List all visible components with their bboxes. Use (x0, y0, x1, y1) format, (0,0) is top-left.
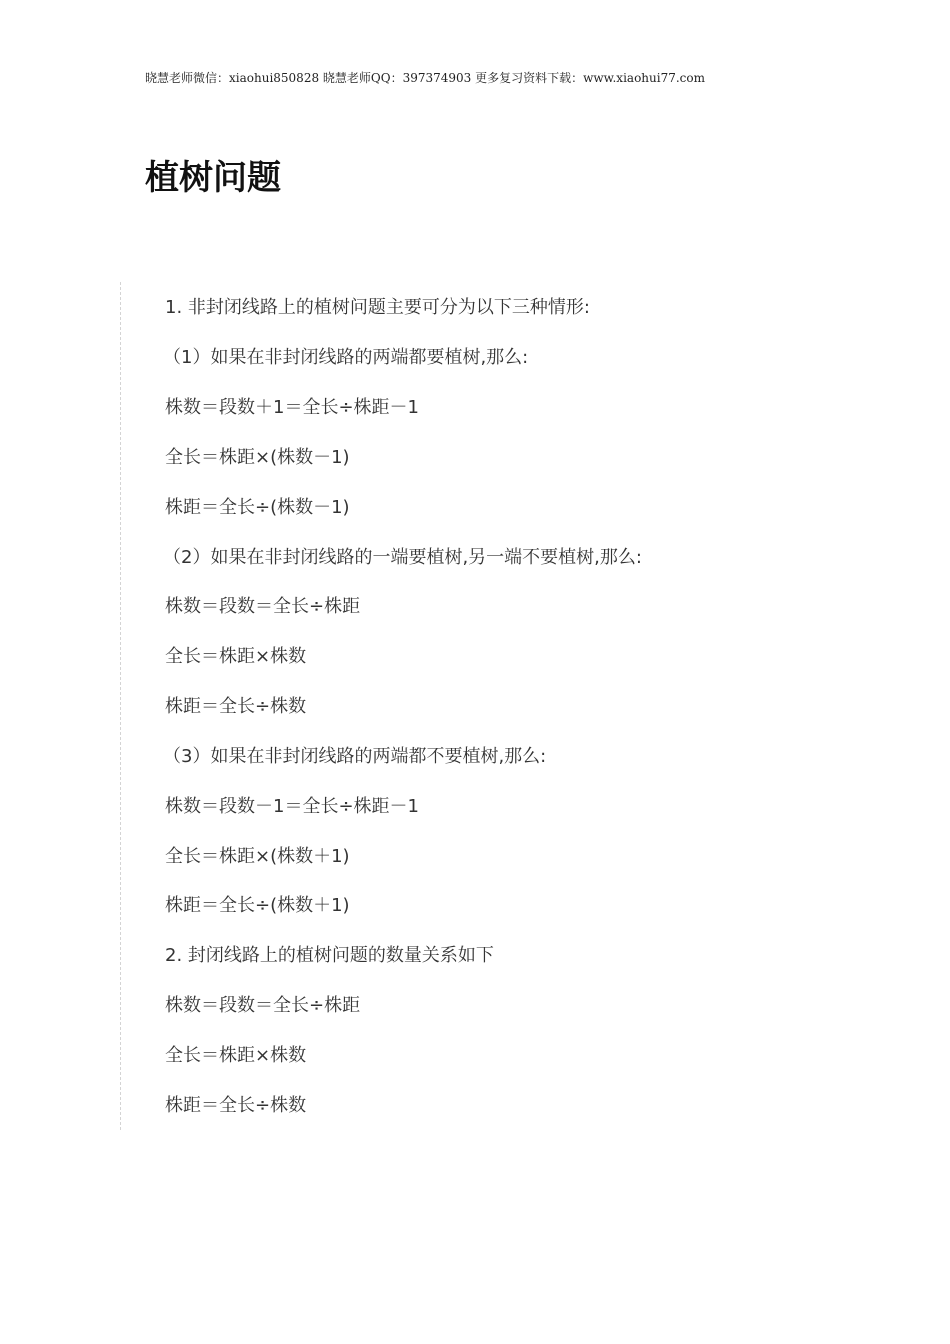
formula-line: 株距＝全长÷株数 (165, 696, 307, 717)
formula-line: 株数＝段数－1＝全长÷株距－1 (165, 796, 419, 817)
formula-line: 全长＝株距×(株数＋1) (165, 846, 350, 867)
formula-line: 全长＝株距×株数 (165, 1045, 307, 1066)
page-title: 植树问题 (145, 158, 281, 198)
formula-line: 株距＝全长÷株数 (165, 1095, 307, 1116)
formula-line: 全长＝株距×(株数－1) (165, 447, 350, 468)
formula-line: 株距＝全长÷(株数－1) (165, 497, 350, 518)
page-header-contact: 晓慧老师微信：xiaohui850828 晓慧老师QQ：397374903 更多复习资料下载：www.xiaohui77.com (145, 71, 705, 85)
case-2-heading: （2）如果在非封闭线路的一端要植树,另一端不要植树,那么: (163, 547, 642, 568)
content-block (120, 282, 821, 1130)
section-1-heading: 1. 非封闭线路上的植树问题主要可分为以下三种情形: (165, 297, 590, 318)
formula-line: 株数＝段数＝全长÷株距 (165, 995, 361, 1016)
case-1-heading: （1）如果在非封闭线路的两端都要植树,那么: (163, 347, 529, 368)
case-3-heading: （3）如果在非封闭线路的两端都不要植树,那么: (163, 746, 547, 767)
section-2-heading: 2. 封闭线路上的植树问题的数量关系如下 (165, 945, 494, 966)
formula-line: 株数＝段数＋1＝全长÷株距－1 (165, 397, 419, 418)
formula-line: 株距＝全长÷(株数＋1) (165, 895, 350, 916)
formula-line: 株数＝段数＝全长÷株距 (165, 596, 361, 617)
formula-line: 全长＝株距×株数 (165, 646, 307, 667)
